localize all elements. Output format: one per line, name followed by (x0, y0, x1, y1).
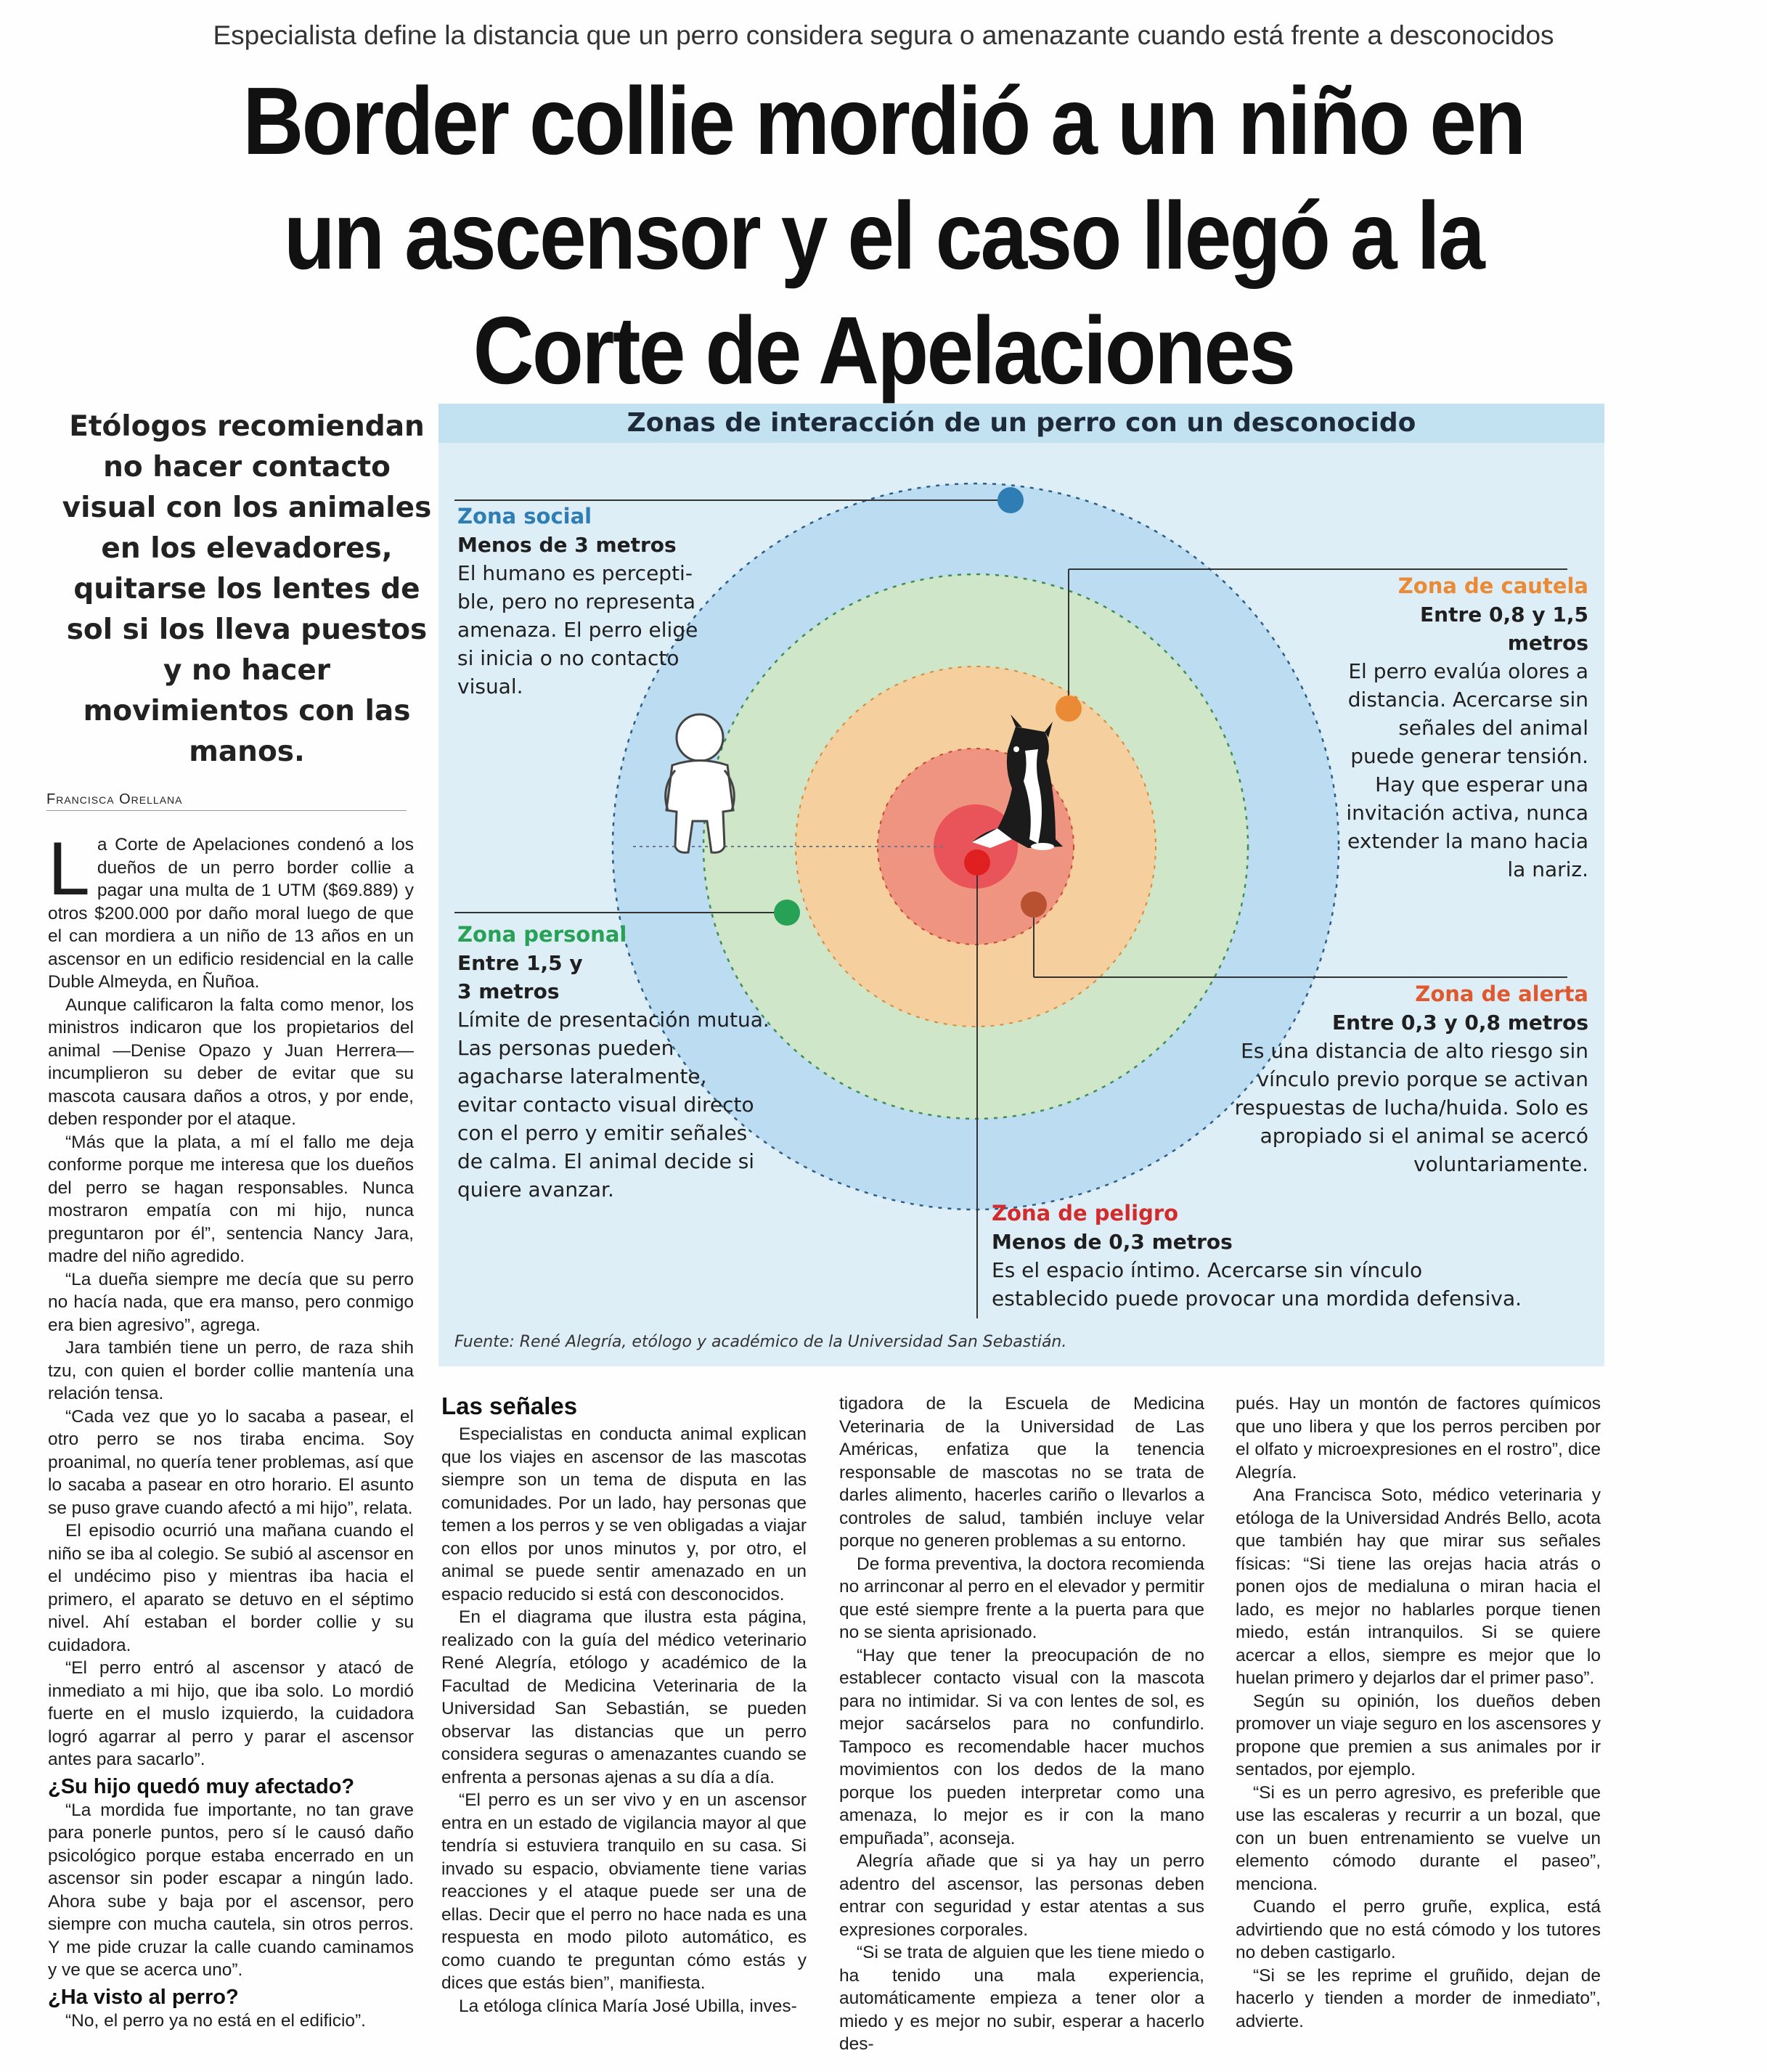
paragraph: Aunque calificaron la falta como menor, los ministros indicaron que los propietarios del animal —Denise Opazo y Juan Herrera— incumplieron su deber de evitar que su mascota causara daños a otros, y por ende, deben responder por el ataque. (48, 995, 414, 1129)
paragraph: Especialistas en conducta animal explican que los viajes en ascensor de las mascotas siempre son un tema de disputa en las comunidades. Por un lado, hay personas que temen a los perros y se ven obligadas a viajar con ellos por unos minutos y, por otro, el animal se puede sentir amenazado en un espacio reducido si está con desconocidos. (441, 1424, 807, 1604)
paragraph: “Cada vez que yo lo sacaba a pasear, el otro perro se nos tiraba encima. Soy proanimal, no quería tener problemas, así que lo sacaba a pasear en otro horario. El asunto se puso grave cuando afectó a mi hijo”, relata. (48, 1406, 414, 1518)
graphic-title: Zonas de interacción de un perro con un desconocido (438, 404, 1604, 443)
paragraph: “Hay que tener la preocupación de no establecer contacto visual con la mascota para no intimidar. Si va con lentes de sol, es mejor sacárselos para no confundirlo. Tampoco es recomendable hacer muchos movimientos con los dedos de la mano porque los pueden interpretar como una amenaza, lo mejor es ir con la mano empuñada”, aconseja. (839, 1645, 1204, 1848)
zone-personal-name: Zona personal (457, 922, 627, 947)
paragraph: “Más que la plata, a mí el fallo me deja conforme porque me interesa que los dueños del perro se hagan responsables. Nunca mostraron empatía con mi hijo, nunca preguntaron por él”, sentencia Nancy Jara, madre del niño agredido. (48, 1132, 414, 1266)
paragraph: pués. Hay un montón de factores químicos que uno libera y que los perros perciben por el olfato y microexpresiones en el rostro”, dice Alegría. (1236, 1394, 1601, 1482)
paragraph: Jara también tiene un perro, de raza shih tzu, con quien el border collie mantenía una relación tensa. (48, 1338, 414, 1403)
dot-personal (774, 900, 800, 926)
paragraph: “Si se les reprime el gruñido, dejan de hacerlo y tienden a morder de inmediato”, advierte. (1236, 1965, 1601, 2031)
paragraph: Alegría añade que si ya hay un perro adentro del ascensor, las personas deben entrar con seguridad y estar atentas a sus expresiones corporales. (839, 1851, 1204, 1940)
paragraph: Según su opinión, los dueños deben promover un viaje seguro en los ascensores y propone que premien a sus animales por ir sentados, por ejemplo. (1236, 1691, 1601, 1779)
paragraph: Ana Francisca Soto, médico veterinaria y etóloga de la Universidad Andrés Bello, acota que también hay que mirar sus señales físicas: “Si tiene las orejas hacia atrás o ponen ojos de medialuna o miran hacia el lado, es mejor no hablarles porque tienen miedo, están intranquilos. Si se quiere acercar a ellos, siempre es mejor que lo huelan primero y dejarlos dar el primer paso”. (1236, 1485, 1601, 1688)
zone-caution-label (1333, 572, 1588, 884)
subhead: ¿Su hijo quedó muy afectado? (48, 1774, 355, 1798)
zone-alert-text: Es una distancia de alto riesgo sin vínculo previo porque se activan respuestas de lucha/huida. Solo es apropiado si el animal se acercó voluntariamente. (1234, 1039, 1588, 1176)
paragraph: La etóloga clínica María José Ubilla, inves- (459, 1996, 797, 2016)
zone-danger-name: Zona de peligro (992, 1201, 1179, 1225)
paragraph: “No, el perro ya no está en el edificio”. (65, 2010, 366, 2031)
headline-line-2: un ascensor y el caso llegó a la (283, 182, 1484, 289)
paragraph: El episodio ocurrió una mañana cuando el niño se iba al colegio. Se subió al ascensor en el undécimo piso y mientras iba hacia el primero, el aparato se detuvo en el séptimo nivel. Ahí estaban el border collie y su cuidadora. (48, 1521, 414, 1655)
paragraph: “La mordida fue importante, no tan grave para ponerle puntos, pero sí le causó daño psicológico porque estaba encerrado en un ascensor sin poder escapar a ningún lado. Ahora sube y baja por el ascensor, pero siempre con mucha cautela, sin otros perros. Y me pide cruzar la calle cuando caminamos y ve que se acerca uno”. (48, 1800, 414, 1980)
paragraph: En el diagrama que ilustra esta página, realizado con la guía del médico veterinario René Alegría, etólogo y académico de la Facultad de Medicina Veterinaria de la Universidad San Sebastián, se pueden observar las distancias que un perro considera seguras o amenazantes cuando se enfrenta a personas ajenas a su día a día. (441, 1607, 807, 1787)
zone-danger-label (992, 1199, 1543, 1313)
zone-social-label (457, 502, 704, 701)
paragraph: tigadora de la Escuela de Medicina Veterinaria de la Universidad de Las Américas, enfatiza que la tenencia responsable de mascotas no se trata de darles alimento, hacerles cariño o llevarlos a controles de salud, también incluye velar porque no generen problemas a su entorno. (839, 1394, 1204, 1551)
paragraph: “Si es un perro agresivo, es preferible que use las escaleras y recurrir a un bozal, que con un buen entrenamiento se vuelve un elemento cómodo durante el paseo”, menciona. (1236, 1782, 1601, 1894)
dot-social (997, 487, 1024, 513)
article-column-2 (441, 1392, 807, 2018)
dot-alert (1021, 892, 1047, 918)
paragraph (48, 827, 414, 994)
zone-danger-text: Es el espacio íntimo. Acercarse sin vínculo establecido puede provocar una mordida defensiva. (992, 1258, 1522, 1310)
zone-caution-name: Zona de cautela (1397, 574, 1588, 598)
zone-alert-distance: Entre 0,3 y 0,8 metros (1332, 1011, 1588, 1035)
zone-social-name: Zona social (457, 504, 592, 529)
zone-danger-distance: Menos de 0,3 metros (992, 1230, 1233, 1254)
lead-text: a Corte de Apelaciones condenó a los dueños de un perro border collie a pagar una multa de 1 UTM ($69.889) y otros $200.000 por daño moral luego de que el can mordiera a un niño de 13 años en un ascensor en un edificio residencial en la calle Duble Almeyda, en Ñuñoa. (48, 835, 414, 992)
kicker: Especialista define la distancia que un perro considera segura o amenazante cuando está frente a desconocidos (213, 20, 1554, 50)
dropcap: L (48, 827, 90, 911)
article-column-1 (48, 827, 414, 2032)
headline-line-3: Corte de Apelaciones (473, 297, 1294, 404)
zone-alert-label (1227, 980, 1588, 1178)
zone-personal-label (457, 921, 770, 1204)
zone-caution-text: El perro evalúa olores a distancia. Acercarse sin señales del animal puede generar tensión. Hay que esperar una invitación activa, nunca extender la mano hacia la nariz. (1346, 659, 1588, 881)
paragraph: “Si se trata de alguien que les tiene miedo o ha tenido una mala experiencia, automáticamente empieza a tener olor a miedo y es mejor no subir, esperar a hacerlo des- (839, 1943, 1204, 2054)
paragraph: De forma preventiva, la doctora recomienda no arrinconar al perro en el elevador y permitir que esté siempre frente a la puerta para que no se sienta aprisionado. (839, 1554, 1204, 1642)
paragraph: “El perro es un ser vivo y en un ascensor entra en un estado de vigilancia mayor al que tendría si estuviera tranquilo en su casa. Si invado su espacio, obviamente tiene varias reacciones y el ataque puede ser una de ellas. Decir que el perro no hace nada es una respuesta en modo piloto automático, es como cuando te preguntan cómo estás y dices que estás bien”, manifiesta. (441, 1790, 807, 1993)
graphic-source: Fuente: René Alegría, etólogo y académico de la Universidad San Sebastián. (454, 1333, 1067, 1351)
section-heading: Las señales (441, 1392, 578, 1419)
dot-caution (1056, 696, 1082, 722)
paragraph: “La dueña siempre me decía que su perro no hacía nada, que era manso, pero conmigo era bien agresivo”, agrega. (48, 1269, 414, 1335)
paragraph: Cuando el perro gruñe, explica, está advirtiendo que no está cómodo y los tutores no deben castigarlo. (1236, 1897, 1601, 1962)
dot-danger (964, 849, 990, 876)
article-column-4 (1236, 1392, 1601, 2033)
headline (106, 64, 1661, 408)
headline-line-1: Border collie mordió a un niño en (242, 68, 1525, 174)
byline: Francisca Orellana (46, 791, 407, 811)
article-column-3 (839, 1392, 1204, 2056)
zone-alert-name: Zona de alerta (1415, 982, 1588, 1006)
infographic (438, 404, 1604, 1366)
zone-personal-text: Límite de presentación mutua. Las personas pueden agacharse lateralmente, evitar contacto visual directo con el perro y emitir señales de calma. El animal decide si quiere avanzar. (457, 1008, 770, 1202)
zone-social-distance: Menos de 3 metros (457, 533, 677, 557)
zone-caution-distance: Entre 0,8 y 1,5 metros (1420, 603, 1588, 655)
deck: Etólogos recomiendan no hacer contacto visual con los animales en los elevadores, quitarse los lentes de sol si los lleva puestos y no hacer movimientos con las manos. (62, 410, 432, 768)
zone-personal-distance: Entre 1,5 y 3 metros (457, 951, 583, 1003)
paragraph: “El perro entró al ascensor y atacó de inmediato a mi hijo, que iba solo. Lo mordió fuerte en el muslo izquierdo, la cuidadora logró agarrar al perro y parar el ascensor antes para sacarlo”. (48, 1658, 414, 1769)
zone-social-text: El humano es percepti-ble, pero no representa amenaza. El perro elige si inicia o no contacto visual. (457, 561, 698, 698)
subhead: ¿Ha visto al perro? (48, 1985, 239, 2009)
